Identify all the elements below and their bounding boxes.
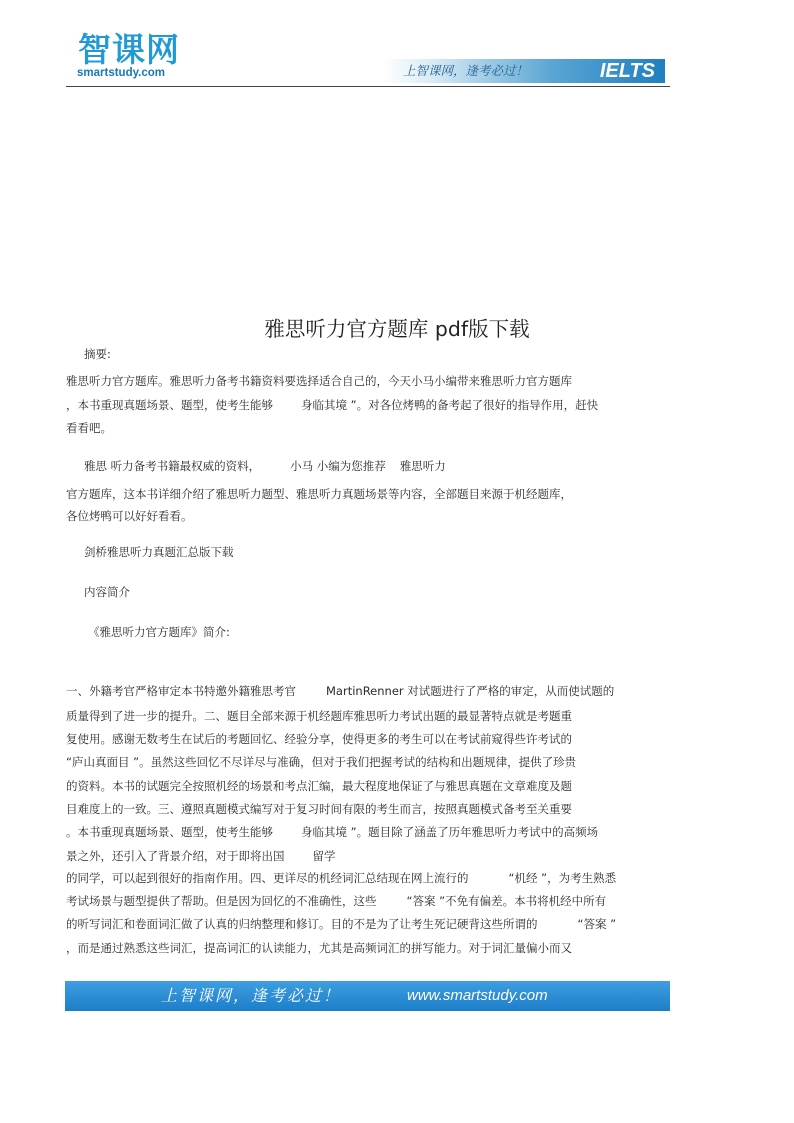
book-intro-label: 《雅思听力官方题库》简介:: [88, 625, 230, 639]
section-heading-content-intro: 内容简介: [84, 585, 130, 599]
logo-domain-text: smartstudy.com: [77, 67, 165, 79]
body-line-part: 身临其境 ”。题目除了涵盖了历年雅思听力考试中的高频场: [301, 825, 599, 839]
body-line-part: “答案 ”不免有偏差。本书将机经中所有: [406, 894, 607, 908]
body-line-part: 的同学，可以起到很好的指南作用。四、更详尽的机经词汇总结现在网上流行的: [66, 871, 469, 885]
logo-chinese-text: 智课网: [78, 30, 180, 69]
body-line-part: MartinRenner 对试题进行了严格的审定，从而使试题的: [326, 684, 615, 698]
body-line-part: 留学: [312, 849, 336, 863]
header-divider: [66, 86, 670, 87]
footer-slogan: 上智课网，逢考必过！: [161, 986, 342, 1005]
body-line: [66, 893, 606, 909]
body-line-part: 的听写词汇和卷面词汇做了认真的归纳整理和修订。目的不是为了让考生死记硬背这些所谓的: [66, 917, 538, 931]
body-line: [66, 683, 614, 699]
header-exam-label: IELTS: [599, 60, 655, 82]
body-line: [66, 848, 336, 864]
intro-part: 雅思听力: [399, 459, 446, 473]
body-line: 复使用。感谢无数考生在试后的考题回忆、经验分享，使得更多的考生可以在考试前窥得些许考试的: [66, 732, 572, 746]
body-line-part: 考试场景与题型提供了帮助。但是因为回忆的不准确性，这些: [66, 894, 377, 908]
intro-part: 小马 小编为您推荐: [290, 459, 386, 473]
body-line: 目难度上的一致。三、遵照真题模式编写对于复习时间有限的考生而言，按照真题模式备考至关重要: [66, 802, 572, 816]
footer-banner: [65, 981, 670, 1011]
intro-line: 官方题库，这本书详细介绍了雅思听力题型、雅思听力真题场景等内容，全部题目来源于机经题库，: [66, 487, 572, 501]
abstract-line-part: 身临其境 ”。对各位烤鸭的备考起了很好的指导作用，赶快: [301, 398, 599, 412]
body-line: [66, 824, 598, 840]
body-line: “庐山真面目 ”。虽然这些回忆不尽详尽与准确，但对于我们把握考试的结构和出题规律，提供了珍贵: [66, 755, 577, 769]
abstract-line: 雅思听力官方题库。雅思听力备考书籍资料要选择适合自己的，今天小马小编带来雅思听力官方题库: [66, 374, 572, 388]
footer-url[interactable]: www.smartstudy.com: [407, 987, 548, 1004]
header-slogan: 上智课网，逢考必过！: [403, 63, 529, 78]
intro-line: 各位烤鸭可以好好看看。: [66, 509, 193, 523]
smartstudy-logo: [74, 30, 194, 82]
body-line: 质量得到了进一步的提升。二、题目全部来源于机经题库雅思听力考试出题的最显著特点就是考题重: [66, 709, 572, 723]
abstract-line: [66, 397, 598, 413]
intro-part: 雅思 听力备考书籍最权威的资料，: [84, 459, 261, 473]
body-line: 的资料。本书的试题完全按照机经的场景和考点汇编，最大程度地保证了与雅思真题在文章难度及题: [66, 779, 572, 793]
body-line-part: 一、外籍考官严格审定本书特邀外籍雅思考官: [66, 684, 296, 698]
body-line-part: “机经 ”，为考生熟悉: [508, 871, 617, 885]
body-line-part: “答案 ”: [577, 917, 617, 931]
body-line: ，而是通过熟悉这些词汇，提高词汇的认读能力，尤其是高频词汇的拼写能力。对于词汇量偏小而又: [66, 941, 572, 955]
intro-line: [84, 458, 446, 474]
abstract-line: 看看吧。: [66, 421, 112, 435]
header-banner: [383, 59, 665, 83]
document-title: 雅思听力官方题库 pdf版下载: [264, 317, 530, 341]
download-link[interactable]: 剑桥雅思听力真题汇总版下载: [84, 545, 234, 559]
body-line-part: 。本书重现真题场景、题型，使考生能够: [66, 825, 273, 839]
abstract-label: 摘要:: [84, 347, 111, 361]
body-line-part: 景之外，还引入了背景介绍，对于即将出国: [66, 849, 285, 863]
body-line: [66, 870, 616, 886]
abstract-line-part: ，本书重现真题场景、题型，使考生能够: [66, 398, 273, 412]
body-line: [66, 916, 616, 932]
